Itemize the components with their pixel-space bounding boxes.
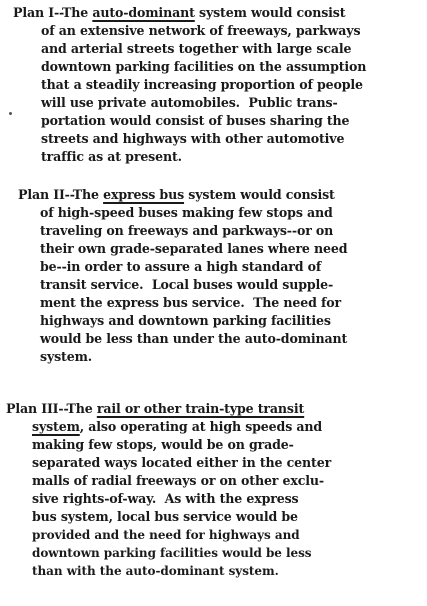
plan-3-line: sive rights-of-way. As with the express — [32, 491, 299, 506]
plan-2-line: ment the express bus service. The need for — [40, 295, 342, 310]
plan-3-line: bus system, local bus service would be — [32, 509, 298, 524]
plan-2-line: highways and downtown parking facilities — [40, 313, 331, 328]
plan-3-line: downtown parking facilities would be less — [32, 546, 312, 560]
plan-3-term: rail or other train-type transit — [96, 401, 305, 416]
plan-1-line: streets and highways with other automotive — [41, 131, 345, 146]
plan-1-line: that a steadily increasing proportion of people — [41, 77, 363, 92]
plan-1-line: will use private automobiles. Public trans- — [41, 95, 338, 110]
plan-1-line: of an extensive network of freeways, parkways — [41, 23, 361, 38]
plan-2-line: of high-speed buses making few stops and — [40, 205, 333, 220]
plan-2-first-line — [18, 186, 347, 204]
plan-2-line: be--in order to assure a high standard of — [40, 259, 322, 274]
plan-1-term: auto-dominant — [92, 5, 195, 20]
plan-3-line: provided and the need for highways and — [32, 528, 300, 542]
plan-2-first-line-rest: system would consist — [184, 187, 335, 202]
plan-1-line: downtown parking facilities on the assumption — [41, 59, 367, 74]
plan-2-line: transit service. Local buses would supple- — [40, 277, 334, 292]
plan-3-line: malls of radial freeways or on other exclu- — [32, 473, 324, 488]
plan-2-term: express bus — [103, 187, 185, 202]
plan-3-second-line — [6, 418, 331, 436]
plan-2-line: system. — [40, 349, 92, 364]
plan-3-line: separated ways located either in the center — [32, 455, 332, 470]
plan-2-line: would be less than under the auto-dominant — [40, 331, 348, 346]
plan-3-second-line-rest: , also operating at high speeds and — [79, 419, 323, 434]
plan-1-paragraph — [13, 4, 366, 166]
plan-1-first-line — [13, 4, 366, 22]
plan-1-line: and arterial streets together with large scale — [41, 41, 352, 56]
plan-2-line: their own grade-separated lanes where need — [40, 241, 348, 256]
plan-1-label: Plan I--The — [13, 5, 93, 20]
plan-2-label: Plan II--The — [18, 187, 104, 202]
plan-2-paragraph — [18, 186, 347, 366]
plan-3-label: Plan III--The — [6, 401, 97, 416]
scan-speck — [9, 112, 12, 115]
plan-3-line: making few stops, would be on grade- — [32, 437, 294, 452]
plan-3-first-line — [6, 400, 331, 418]
plan-3-line: than with the auto-dominant system. — [32, 564, 279, 578]
plan-1-line: portation would consist of buses sharing the — [41, 113, 350, 128]
plan-1-line: traffic as at present. — [41, 149, 182, 164]
plan-1-first-line-rest: system would consist — [194, 5, 346, 20]
plan-2-line: traveling on freeways and parkways--or on — [40, 223, 334, 238]
plan-3-term-continued: system — [32, 419, 80, 434]
plan-3-paragraph — [6, 400, 331, 580]
